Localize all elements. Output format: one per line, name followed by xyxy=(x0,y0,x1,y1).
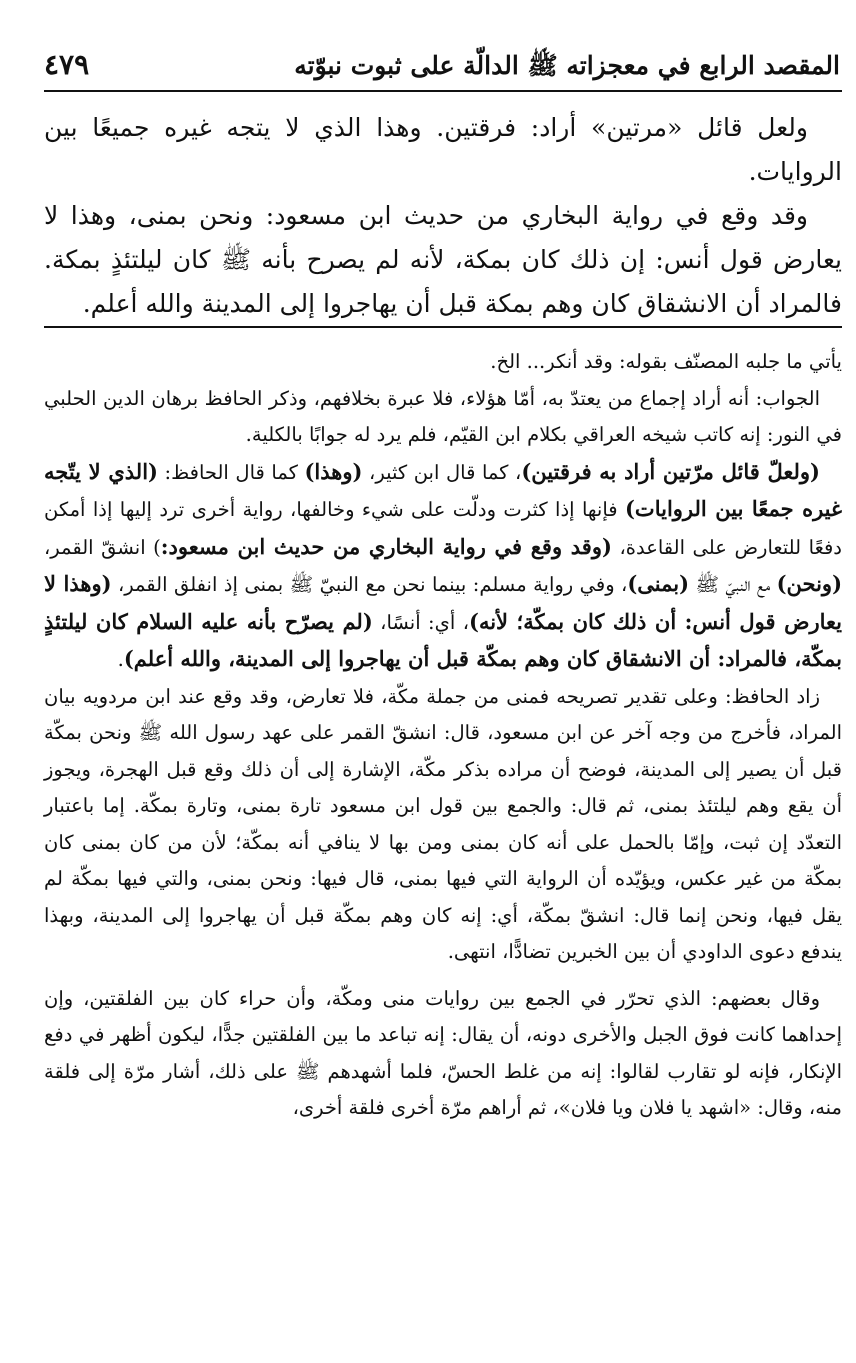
commentary-text: ، كما قال ابن كثير، xyxy=(362,460,522,484)
commentary-text: ) انشقّ القمر، xyxy=(44,535,161,559)
commentary-paragraph-2: الجواب: أنه أراد إجماع من يعتدّ به، أمّا هؤلاء، فلا عبرة بخلافهم، وذكر الحافظ برهان الدين الحلبي في النور: إنه كاتب شيخه العراقي بكلام ابن القيّم، فلم يرد له جوابًا بالكلية. xyxy=(44,386,842,446)
commentary-paragraph-1: يأتي ما جلبه المصنّف بقوله: وقد أنكر... الخ. xyxy=(490,350,842,373)
page-header xyxy=(44,44,842,92)
quoted-matn: (لم يصرّح بأنه عليه السلام كان ليلتئذٍ بمكّة، فالمراد: أن الانشقاق كان وهم بمكّة قبل أن يهاجروا إلى المدينة، والله أعلم) xyxy=(44,608,842,671)
quoted-matn: (ونحن) xyxy=(776,571,843,596)
quoted-matn: (الذي لا يتّجه غيره جمعًا بين الروايات) xyxy=(44,458,843,521)
commentary-text: كما قال الحافظ: xyxy=(157,460,305,484)
commentary-paragraph-4: زاد الحافظ: وعلى تقدير تصريحه فمنى من جملة مكّة، فلا تعارض، وقد وقع عند ابن مردويه بيان المراد، فأخرج من وجه آخر عن ابن مسعود، قال: انشقّ القمر على عهد رسول الله ﷺ ونحن بمكّة قبل أن يصير إلى المدينة، فوضح أن مراده بذكر مكّة، الإشارة إلى أن ذلك وقع قبل الهجرة، ويجوز أن يقع وهم ليلتئذ بمنى، ثم قال: والجمع بين قول ابن مسعود تارة بمنى، وتارة بمكّة. إما باعتبار التعدّد إن ثبت، وإمّا بالحمل على أنه كان بمنى ومن بها لا ينافي أنه بمكّة؛ لأن من كان بمنى كان بمكّة من غير عكس، ويؤيّده أن الرواية التي فيها بمنى، قال فيها: ونحن بمنى، والتي فيها بمكّة لم يقل فيها، ونحن إنما قال: انشقّ بمكّة، أي: إنه كان وهم بمكّة قبل أن يهاجروا إلى المدينة، وبهذا يندفع دعوى الداودي أن بين الخبرين تضادًّا، انتهى. xyxy=(44,684,842,963)
commentary-paragraph-3 xyxy=(44,454,842,679)
commentary-text: ، أي: أنسًا، xyxy=(372,610,470,634)
commentary-text: . xyxy=(117,648,124,671)
commentary-text: مع النبيّ ﷺ xyxy=(689,573,777,596)
quoted-matn: (وهذا) xyxy=(304,458,363,484)
text-commentary-divider xyxy=(44,326,842,328)
book-page xyxy=(44,44,842,1344)
commentary-block xyxy=(44,344,842,1127)
commentary-text: ، وفي رواية مسلم: بينما نحن مع النبيّ ﷺ بمنى إذ انفلق القمر، xyxy=(111,573,628,596)
main-text-block xyxy=(44,106,842,326)
quoted-matn: (وهذا لا يعارض قول أنس: أن ذلك كان بمكّة؛ لأنه) xyxy=(44,571,842,634)
running-header-title: المقصد الرابع في معجزاته ﷺ الدالّة على ثبوت نبوّته xyxy=(294,51,840,80)
main-paragraph-2: وقد وقع في رواية البخاري من حديث ابن مسعود: ونحن بمنى، وهذا لا يعارض قول أنس: إن ذلك كان بمكة، لأنه لم يصرح بأنه ﷺ كان ليلتئذٍ بمكة. فالمراد أن الانشقاق كان وهم بمكة قبل أن يهاجروا إلى المدينة والله أعلم. xyxy=(44,201,842,318)
page-number: ٤٧٩ xyxy=(44,48,90,81)
quoted-matn: (بمنى) xyxy=(627,571,690,596)
main-paragraph-1: ولعل قائل «مرتين» أراد: فرقتين. وهذا الذي لا يتجه غيره جميعًا بين الروايات. xyxy=(44,113,842,186)
commentary-text: فإنها إذا كثرت ودلّت على شيء وخالفها، رواية أخرى ترد إليها إذا أمكن دفعًا للتعارض على القاعدة، xyxy=(44,498,842,559)
quoted-matn: (وقد وقع في رواية البخاري من حديث ابن مسعود: xyxy=(160,533,612,559)
commentary-paragraph-5: وقال بعضهم: الذي تحرّر في الجمع بين روايات منى ومكّة، وأن حراء كان بين الفلقتين، وإن إحداهما كانت فوق الجبل والأخرى دونه، أن يقال: إنه تباعد ما بين الفلقتين جدًّا، ليكون أظهر في دفع الإنكار، فإنه لو تقارب لقالوا: إنه من غلط الحسّ، فلما أشهدهم ﷺ على ذلك، أشار مرّة إلى فلقة منه، وقال: «اشهد يا فلان ويا فلان»، ثم أراهم مرّة أخرى فلقة أخرى، xyxy=(44,986,842,1119)
quoted-matn: (ولعلّ قائل مرّتين أراد به فرقتين) xyxy=(521,458,820,484)
